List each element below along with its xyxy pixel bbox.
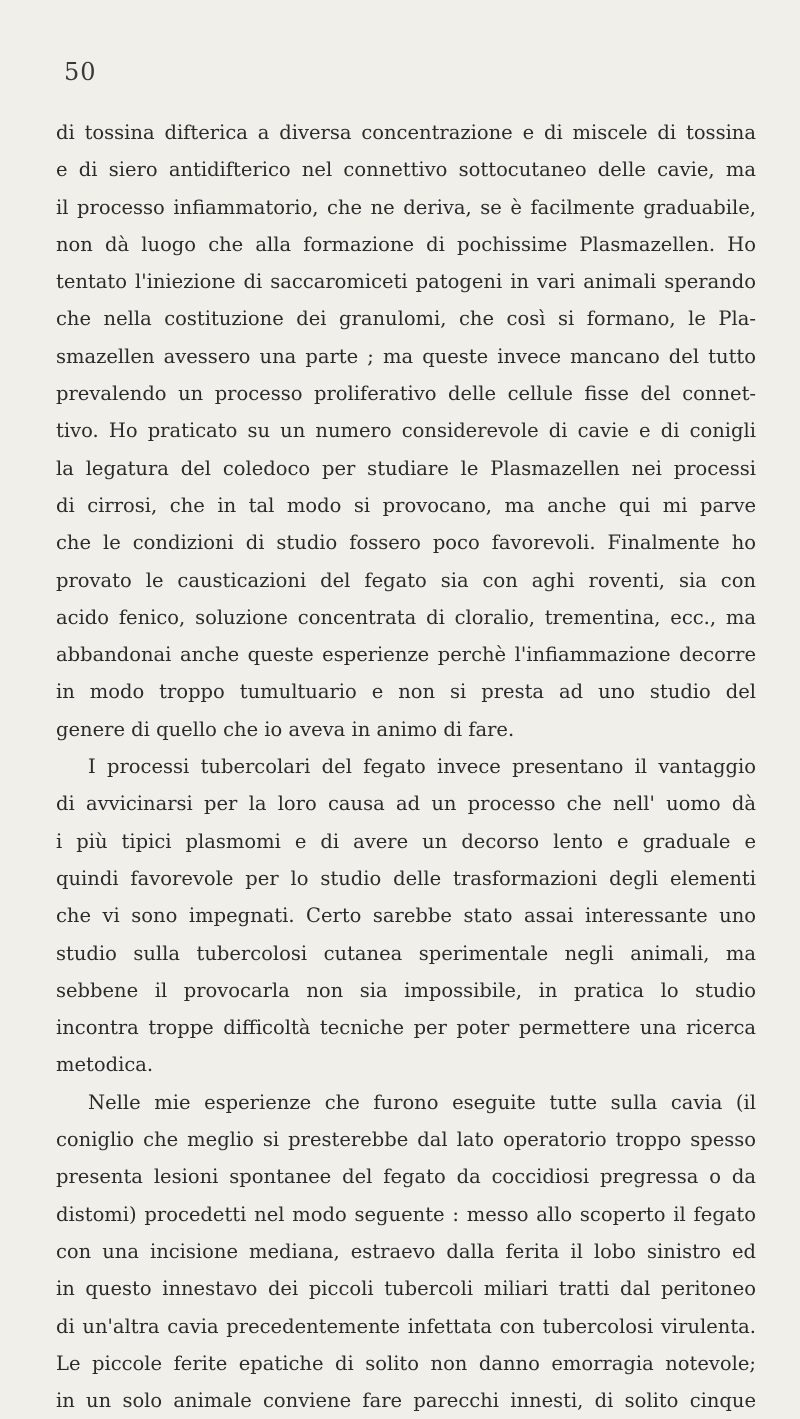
text-line: prevalendo un processo proliferativo delle cellule fisse del connet-: [56, 382, 756, 406]
text-line: quindi favorevole per lo studio delle trasformazioni degli elementi: [56, 866, 756, 890]
text-line: di un'altra cavia precedentemente infettata con tubercolosi virulenta.: [56, 1314, 756, 1338]
text-line: in questo innestavo dei piccoli tubercoli miliari tratti dal peritoneo: [56, 1277, 756, 1301]
text-line: di cirrosi, che in tal modo si provocano, ma anche qui mi parve: [56, 493, 756, 517]
text-line: smazellen avessero una parte ; ma queste invece mancano del tutto: [56, 344, 756, 368]
text-line: metodica.: [56, 1053, 154, 1077]
text-line: il processo infiammatorio, che ne deriva, se è facilmente graduabile,: [56, 195, 756, 219]
text-line: incontra troppe difficoltà tecniche per poter permettere una ricerca: [56, 1016, 756, 1040]
text-line: abbandonai anche queste esperienze perchè l'infiammazione decorre: [56, 643, 756, 667]
text-line: tivo. Ho praticato su un numero considerevole di cavie e di conigli: [56, 419, 756, 443]
text-line: che nella costituzione dei granulomi, che così si formano, le Pla-: [56, 307, 756, 331]
text-line: di tossina difterica a diversa concentrazione e di miscele di tossina: [56, 121, 756, 144]
text-line: Le piccole ferite epatiche di solito non danno emorragia notevole;: [56, 1351, 756, 1375]
text-line: di avvicinarsi per la loro causa ad un processo che nell' uomo dà: [56, 792, 756, 816]
body-text: [56, 114, 756, 1419]
text-line: presenta lesioni spontanee del fegato da coccidiosi pregressa o da: [56, 1165, 756, 1189]
text-line: non dà luogo che alla formazione di pochissime Plasmazellen. Ho: [56, 232, 756, 256]
text-line: sebbene il provocarla non sia impossibile, in pratica lo studio: [56, 978, 756, 1002]
text-line: Nelle mie esperienze che furono eseguite tutte sulla cavia (il: [88, 1090, 756, 1114]
text-line: provato le causticazioni del fegato sia con aghi roventi, sia con: [56, 568, 756, 592]
text-line: genere di quello che io aveva in animo di fare.: [56, 717, 515, 741]
text-line: in modo troppo tumultuario e non si presta ad uno studio del: [56, 680, 756, 704]
page-number: 50: [64, 58, 97, 86]
text-line: tentato l'iniezione di saccaromiceti patogeni in vari animali sperando: [56, 270, 756, 294]
text-line: studio sulla tubercolosi cutanea sperimentale negli animali, ma: [56, 941, 756, 965]
text-line: i più tipici plasmomi e di avere un decorso lento e graduale e: [56, 829, 756, 853]
text-line: la legatura del coledoco per studiare le Plasmazellen nei processi: [56, 456, 756, 480]
text-line: I processi tubercolari del fegato invece presentano il vantaggio: [88, 755, 756, 779]
text-line: che vi sono impegnati. Certo sarebbe stato assai interessante uno: [56, 904, 756, 928]
text-line: e di siero antidifterico nel connettivo sottocutaneo delle cavie, ma: [56, 158, 756, 182]
text-line: distomi) procedetti nel modo seguente : messo allo scoperto il fegato: [56, 1202, 756, 1226]
text-line: che le condizioni di studio fossero poco favorevoli. Finalmente ho: [56, 531, 756, 555]
text-line: in un solo animale conviene fare parecchi innesti, di solito cinque: [56, 1389, 756, 1413]
text-line: con una incisione mediana, estraevo dalla ferita il lobo sinistro ed: [56, 1239, 756, 1263]
text-line: acido fenico, soluzione concentrata di cloralio, trementina, ecc., ma: [56, 605, 756, 629]
text-line: coniglio che meglio si presterebbe dal lato operatorio troppo spesso: [56, 1128, 756, 1152]
